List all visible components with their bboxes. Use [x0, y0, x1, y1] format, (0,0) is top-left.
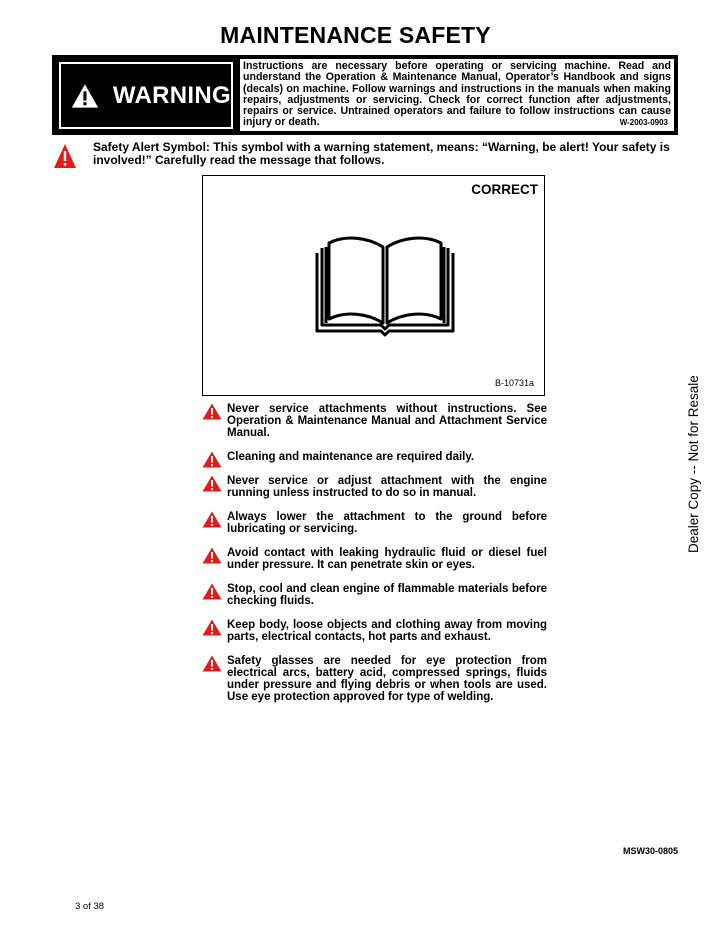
dealer-copy-watermark: Dealer Copy -- Not for Resale: [686, 375, 701, 553]
list-item-text: Keep body, loose objects and clothing away from moving parts, electrical contacts, hot parts and exhaust.: [227, 619, 547, 643]
warning-label-text: WARNING: [112, 81, 231, 109]
list-item-text: Cleaning and maintenance are required daily.: [227, 451, 475, 463]
safety-alert-text: Safety Alert Symbol: This symbol with a warning statement, means: “Warning, be alert! Your safety is involved!” Carefully read the message that follows.: [93, 140, 670, 167]
list-item-text: Always lower the attachment to the ground before lubricating or servicing.: [227, 511, 547, 535]
list-item-text: Avoid contact with leaking hydraulic fluid or diesel fuel under pressure. It can penetrate skin or eyes.: [227, 547, 547, 571]
open-book-icon: [311, 231, 459, 337]
list-item-text: Stop, cool and clean engine of flammable materials before checking fluids.: [227, 583, 547, 607]
page-number: 3 of 38: [75, 901, 105, 912]
alert-triangle-icon: [202, 451, 222, 468]
warning-triangle-icon: [71, 80, 99, 112]
warning-box: [52, 55, 678, 135]
list-item-text: Safety glasses are needed for eye protection from electrical arcs, battery acid, compressed springs, fluids under pressure and flying debris or when tools are used. Use eye protection approved for type of welding.: [227, 655, 547, 703]
alert-triangle-icon: [202, 403, 222, 420]
warning-message: [240, 59, 674, 131]
warning-label: [59, 62, 233, 129]
alert-triangle-icon: [202, 583, 222, 600]
document-code: MSW30-0805: [623, 846, 679, 856]
warning-message-text: Instructions are necessary before operating or servicing machine. Read and understand the Operation & Maintenance Manual, Operator’s Handbook and signs (decals) on machine. Follow warnings and instructions in the manuals when making repairs, adjustments or servicing. Check for correct function after adjustments, repairs or service. Untrained operators and failure to follow instructions can cause injury or death.: [243, 60, 671, 129]
figure-id: B-10731a: [494, 378, 534, 388]
alert-triangle-icon: [53, 143, 77, 169]
alert-triangle-icon: [202, 547, 222, 564]
figure-panel: [202, 175, 545, 396]
alert-triangle-icon: [202, 655, 222, 672]
page-title: MAINTENANCE SAFETY: [220, 22, 491, 48]
alert-triangle-icon: [202, 511, 222, 528]
alert-triangle-icon: [202, 475, 222, 492]
warning-code: W-2003-0903: [619, 117, 668, 127]
list-item-text: Never service or adjust attachment with the engine running unless instructed to do so in manual.: [227, 475, 547, 499]
alert-triangle-icon: [202, 619, 222, 636]
list-item-text: Never service attachments without instructions. See Operation & Maintenance Manual and Attachment Service Manual.: [227, 403, 547, 439]
figure-caption: CORRECT: [471, 182, 538, 197]
